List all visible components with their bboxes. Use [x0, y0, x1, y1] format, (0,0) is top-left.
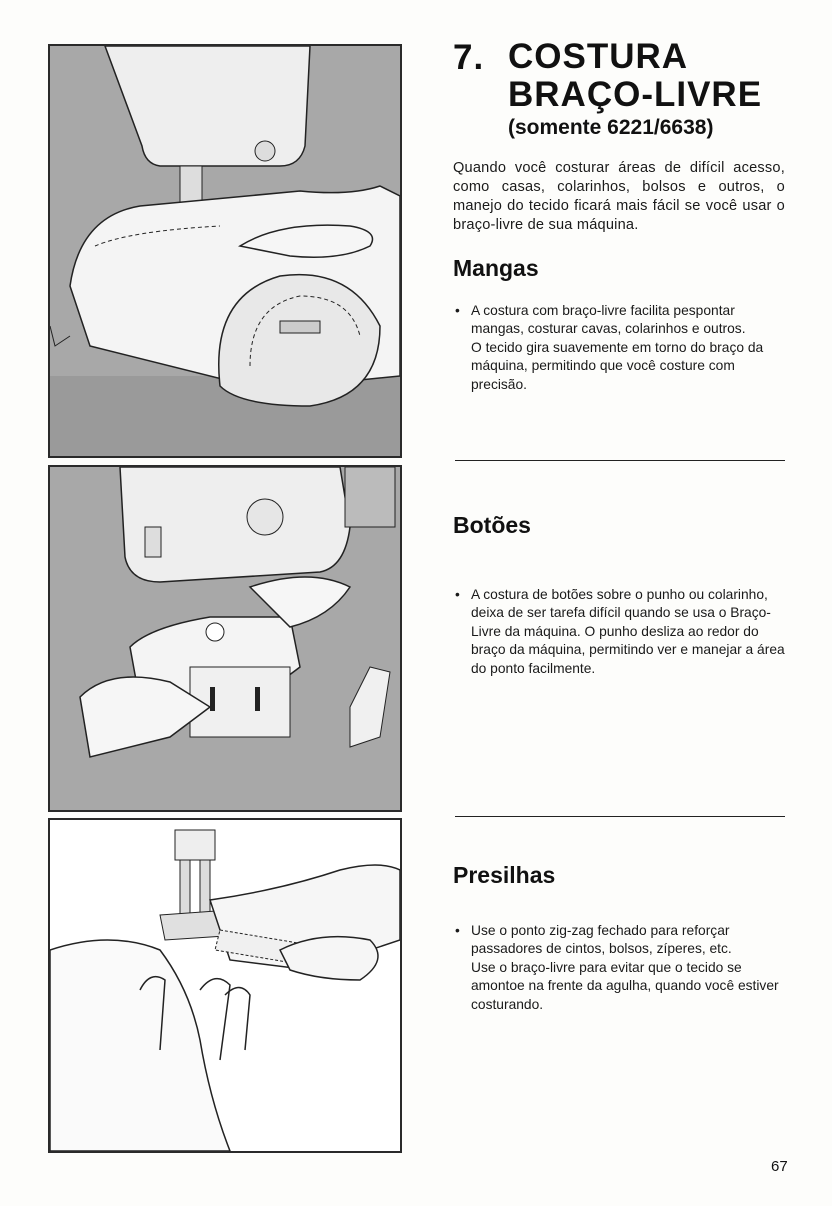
section-title-botoes: Botões: [453, 512, 531, 538]
chapter-title: [508, 38, 762, 114]
bullet-dot: •: [455, 587, 460, 602]
paragraph: Use o braço-livre para evitar que o tecido se amontoe na frente da agulha, quando você estiver costurando.: [471, 959, 779, 1012]
bullet-dot: •: [455, 303, 460, 318]
illustration-belt-loop-sewing: [48, 818, 402, 1153]
bullet-item-botoes: [455, 586, 785, 678]
paragraph: A costura com braço-livre facilita pespontar mangas, costurar cavas, colarinhos e outros.: [471, 303, 746, 337]
sleeve-sewing-drawing: [50, 46, 400, 456]
bullet-text: [471, 586, 785, 678]
paragraph: Use o ponto zig-zag fechado para reforçar passadores de cintos, bolsos, zíperes, etc.: [471, 923, 732, 957]
bullet-dot: •: [455, 923, 460, 938]
chapter-number: 7.: [453, 38, 485, 77]
illustration-sleeve-sewing: [48, 44, 402, 458]
illustration-button-sewing: [48, 465, 402, 812]
chapter-title-line-1: COSTURA: [508, 37, 689, 76]
section-title-mangas: Mangas: [453, 255, 539, 281]
bullet-item-presilhas: [455, 922, 785, 1014]
bullet-text: [471, 302, 785, 394]
section-title-presilhas: Presilhas: [453, 862, 556, 888]
bullet-item-mangas: [455, 302, 785, 394]
belt-loop-drawing: [50, 820, 400, 1151]
chapter-subtitle: (somente 6221/6638): [508, 116, 714, 139]
paragraph: O tecido gira suavemente em torno do braço da máquina, permitindo que você costure com precisão.: [471, 339, 764, 392]
chapter-title-line-2: BRAÇO-LIVRE: [508, 75, 763, 114]
button-sewing-drawing: [50, 467, 400, 810]
divider: [455, 460, 785, 461]
divider: [455, 816, 785, 817]
intro-paragraph: Quando você costurar áreas de difícil acesso, como casas, colarinhos, bolsos e outros, o manejo do tecido ficará mais fácil se você usar o braço-livre de sua máquina.: [453, 160, 785, 233]
bullet-text: [471, 922, 785, 1014]
paragraph: A costura de botões sobre o punho ou colarinho, deixa de ser tarefa difícil quando se usa o Braço-Livre da máquina. O punho desliza ao redor do braço da máquina, permitindo ver e manejar a área do ponto facilmente.: [471, 587, 785, 676]
page-number: 67: [771, 1158, 788, 1175]
